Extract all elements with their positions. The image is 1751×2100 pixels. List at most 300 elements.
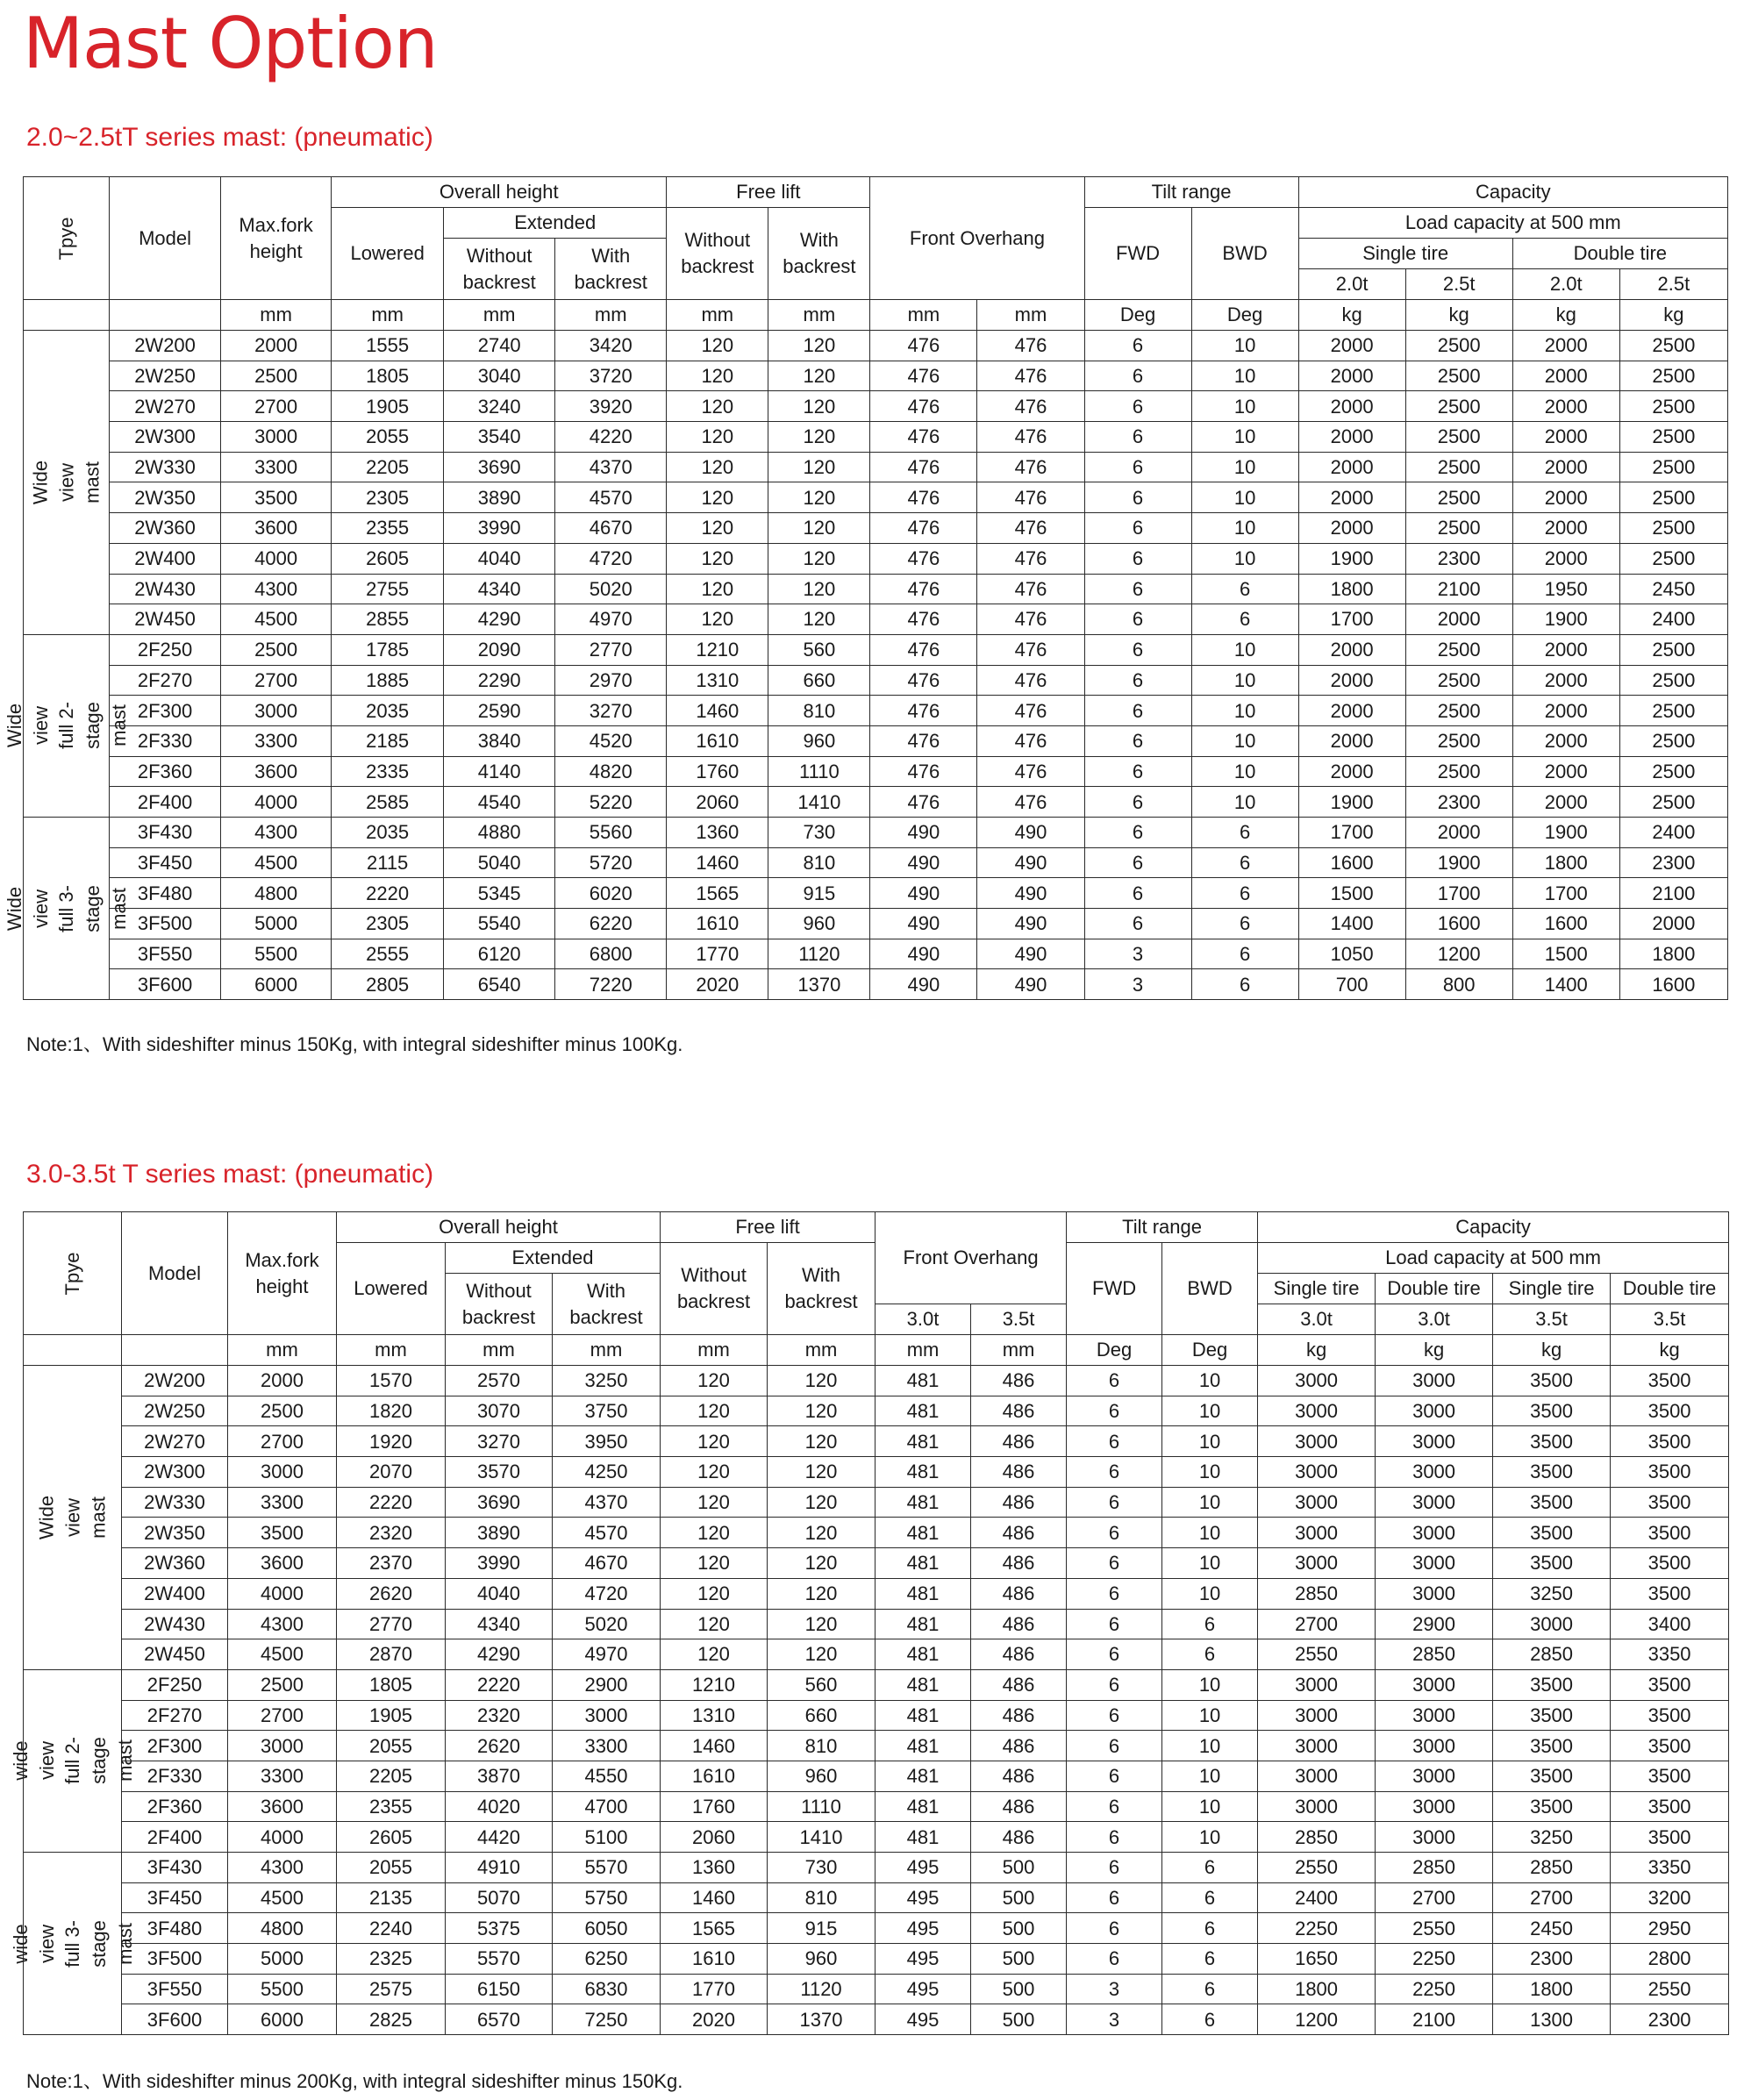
table-cell: 3500 <box>1493 1669 1611 1700</box>
table-cell: 476 <box>977 513 1084 544</box>
table-cell: 4040 <box>444 543 555 574</box>
table-cell: 2700 <box>228 1700 337 1731</box>
table-cell: 476 <box>977 696 1084 726</box>
table-row <box>24 1700 1729 1731</box>
table-cell: 476 <box>870 665 977 696</box>
table-cell: 10 <box>1191 391 1298 422</box>
table-cell: 500 <box>971 1853 1067 1883</box>
table-cell: 960 <box>768 725 870 756</box>
table-cell: 10 <box>1162 1396 1258 1426</box>
table-row <box>24 1791 1729 1822</box>
table-cell: 2605 <box>337 1822 446 1853</box>
table-cell: 6 <box>1162 1882 1258 1913</box>
header-free-lift-with-backrest: With backrest <box>768 208 870 300</box>
table-cell: 486 <box>971 1791 1067 1822</box>
model-cell: 2W350 <box>110 482 221 513</box>
header-type: Tpye <box>24 1212 122 1335</box>
spec-table-3t <box>9 1211 1729 2035</box>
model-cell: 2W400 <box>122 1578 228 1609</box>
table-cell: 476 <box>870 331 977 361</box>
table-cell: 2290 <box>444 665 555 696</box>
table-cell: 3000 <box>1376 1578 1493 1609</box>
table-cell: 2185 <box>332 725 444 756</box>
table-cell: 3300 <box>553 1731 661 1761</box>
table-cell: 6 <box>1067 1822 1162 1853</box>
model-cell: 3F430 <box>110 818 221 848</box>
table-cell: 5000 <box>228 1944 337 1975</box>
table-row <box>24 1487 1729 1518</box>
table-cell: 3500 <box>1493 1731 1611 1761</box>
header-load-capacity: Load capacity at 500 mm <box>1298 208 1727 239</box>
model-cell: 2W200 <box>110 331 221 361</box>
table-cell: 2500 <box>221 361 332 391</box>
table-cell: 2620 <box>337 1578 446 1609</box>
group-type-label: wide view full 3-stage mast <box>24 1853 122 2035</box>
table-cell: 2000 <box>1512 787 1619 818</box>
model-cell: 2W400 <box>110 543 221 574</box>
table-cell: 6 <box>1067 1487 1162 1518</box>
header-extended: Extended <box>446 1243 661 1274</box>
table-cell: 2000 <box>1298 513 1405 544</box>
table-row <box>24 878 1728 909</box>
header-double-tire: Double tire <box>1512 239 1727 269</box>
table-cell: 4570 <box>553 1518 661 1548</box>
table-cell: 1905 <box>332 391 444 422</box>
table-cell: 2800 <box>1611 1944 1729 1975</box>
table-cell: 6 <box>1067 1548 1162 1579</box>
header-tire-label: Double tire <box>1611 1274 1729 1304</box>
units-cell <box>24 1335 122 1366</box>
model-cell: 2F400 <box>110 787 221 818</box>
table-cell: 476 <box>977 634 1084 665</box>
table-cell: 476 <box>870 513 977 544</box>
table-cell: 120 <box>667 513 768 544</box>
table-cell: 3040 <box>444 361 555 391</box>
header-lowered: Lowered <box>332 208 444 300</box>
table-cell: 6 <box>1162 2004 1258 2035</box>
model-cell: 2W430 <box>122 1609 228 1639</box>
table-cell: 2700 <box>221 391 332 422</box>
header-tire-label: Single tire <box>1493 1274 1611 1304</box>
table-cell: 3600 <box>228 1791 337 1822</box>
table-cell: 1950 <box>1512 574 1619 604</box>
table-cell: 2220 <box>332 878 444 909</box>
model-cell: 2F250 <box>110 634 221 665</box>
table-cell: 6 <box>1084 452 1191 482</box>
table-header <box>24 1212 1729 1366</box>
table-cell: 2900 <box>1376 1609 1493 1639</box>
table-cell: 3250 <box>1493 1822 1611 1853</box>
table-cell: 2300 <box>1405 787 1512 818</box>
table-cell: 6 <box>1191 818 1298 848</box>
header-cap-sub: 3.5t <box>1493 1304 1611 1335</box>
table-cell: 1210 <box>667 634 768 665</box>
table-cell: 2500 <box>1619 482 1727 513</box>
table-cell: 6 <box>1162 1974 1258 2004</box>
table-row <box>24 1974 1729 2004</box>
table-cell: 3500 <box>1611 1457 1729 1488</box>
table-cell: 1565 <box>667 878 768 909</box>
table-cell: 486 <box>971 1609 1067 1639</box>
table-cell: 5000 <box>221 909 332 939</box>
table-cell: 2400 <box>1619 604 1727 635</box>
table-cell: 1900 <box>1512 818 1619 848</box>
table-cell: 6 <box>1191 604 1298 635</box>
table-cell: 3500 <box>1493 1791 1611 1822</box>
table-cell: 4370 <box>553 1487 661 1518</box>
table-cell: 3000 <box>1258 1366 1376 1396</box>
table-cell: 6 <box>1084 361 1191 391</box>
table-cell: 495 <box>876 1944 971 1975</box>
table-cell: 10 <box>1191 787 1298 818</box>
table-cell: 3000 <box>1258 1548 1376 1579</box>
table-cell: 2115 <box>332 847 444 878</box>
table-cell: 3000 <box>1376 1791 1493 1822</box>
table-cell: 2500 <box>1619 452 1727 482</box>
table-cell: 1760 <box>667 756 768 787</box>
table-cell: 3500 <box>221 482 332 513</box>
table-cell: 6 <box>1067 1396 1162 1426</box>
model-cell: 3F500 <box>122 1944 228 1975</box>
table-cell: 4420 <box>446 1822 553 1853</box>
table-cell: 2000 <box>1512 513 1619 544</box>
table-cell: 1310 <box>661 1700 768 1731</box>
table-cell: 3270 <box>555 696 667 726</box>
table-cell: 120 <box>661 1548 768 1579</box>
table-cell: 3000 <box>1376 1669 1493 1700</box>
header-cap-sub: 3.5t <box>1611 1304 1729 1335</box>
table-cell: 2000 <box>1512 725 1619 756</box>
table-cell: 3000 <box>1258 1518 1376 1548</box>
header-max-fork-height: Max.fork height <box>228 1212 337 1335</box>
table-cell: 6 <box>1162 1609 1258 1639</box>
table-cell: 4000 <box>228 1578 337 1609</box>
header-extended-without-backrest: Without backrest <box>444 239 555 300</box>
table-cell: 120 <box>667 331 768 361</box>
table-cell: 120 <box>768 361 870 391</box>
table-cell: 3500 <box>1493 1548 1611 1579</box>
table-cell: 2000 <box>1298 422 1405 453</box>
table-cell: 5040 <box>444 847 555 878</box>
table-cell: 120 <box>768 1578 876 1609</box>
table-cell: 2240 <box>337 1913 446 1944</box>
table-cell: 4500 <box>228 1639 337 1670</box>
table-cell: 5570 <box>446 1944 553 1975</box>
table-cell: 3500 <box>1493 1396 1611 1426</box>
table-cell: 2850 <box>1493 1639 1611 1670</box>
header-lowered: Lowered <box>337 1243 446 1335</box>
model-cell: 2F360 <box>110 756 221 787</box>
table-cell: 2355 <box>337 1791 446 1822</box>
table-cell: 10 <box>1162 1487 1258 1518</box>
table-cell: 660 <box>768 665 870 696</box>
header-overall-height: Overall height <box>337 1212 661 1243</box>
model-cell: 2W360 <box>122 1548 228 1579</box>
units-cell: mm <box>337 1335 446 1366</box>
table-cell: 486 <box>971 1487 1067 1518</box>
table-cell: 2805 <box>332 969 444 1000</box>
header-cap-sub: 2.5t <box>1405 269 1512 300</box>
header-model: Model <box>122 1212 228 1335</box>
table-cell: 476 <box>977 756 1084 787</box>
table-cell: 6 <box>1084 756 1191 787</box>
table-cell: 6250 <box>553 1944 661 1975</box>
table-cell: 2500 <box>1619 756 1727 787</box>
table-cell: 476 <box>977 543 1084 574</box>
model-cell: 2W270 <box>110 391 221 422</box>
model-cell: 2W250 <box>122 1396 228 1426</box>
model-cell: 2W350 <box>122 1518 228 1548</box>
table-cell: 495 <box>876 1853 971 1883</box>
table-row <box>24 634 1728 665</box>
table-cell: 2000 <box>1298 725 1405 756</box>
table-cell: 476 <box>870 787 977 818</box>
model-cell: 2F330 <box>122 1761 228 1791</box>
table-cell: 4520 <box>555 725 667 756</box>
table-row <box>24 909 1728 939</box>
table-cell: 2500 <box>1619 331 1727 361</box>
table-cell: 500 <box>971 1974 1067 2004</box>
table-cell: 1110 <box>768 1791 876 1822</box>
table-cell: 4290 <box>446 1639 553 1670</box>
table-cell: 2500 <box>1619 665 1727 696</box>
table-cell: 660 <box>768 1700 876 1731</box>
table-cell: 6800 <box>555 939 667 969</box>
table-cell: 120 <box>768 391 870 422</box>
table-row <box>24 1944 1729 1975</box>
table-cell: 4220 <box>555 422 667 453</box>
table-cell: 476 <box>870 696 977 726</box>
table-cell: 486 <box>971 1700 1067 1731</box>
table-cell: 6000 <box>221 969 332 1000</box>
table-cell: 1460 <box>667 696 768 726</box>
table-row <box>24 847 1728 878</box>
table-cell: 10 <box>1191 361 1298 391</box>
model-cell: 2W270 <box>122 1426 228 1457</box>
table-cell: 6 <box>1067 1669 1162 1700</box>
model-cell: 2W250 <box>110 361 221 391</box>
table-cell: 10 <box>1191 422 1298 453</box>
table-cell: 6 <box>1162 1913 1258 1944</box>
table-cell: 2300 <box>1611 2004 1729 2035</box>
table-cell: 2500 <box>1405 391 1512 422</box>
table-cell: 3500 <box>1493 1366 1611 1396</box>
table-cell: 2500 <box>1405 422 1512 453</box>
table-cell: 3000 <box>553 1700 661 1731</box>
table-cell: 5720 <box>555 847 667 878</box>
table-cell: 2500 <box>1619 696 1727 726</box>
table-cell: 2000 <box>1619 909 1727 939</box>
table-cell: 2450 <box>1493 1913 1611 1944</box>
model-cell: 2W330 <box>122 1487 228 1518</box>
table-cell: 2205 <box>337 1761 446 1791</box>
table-cell: 2500 <box>1619 725 1727 756</box>
table-cell: 4000 <box>221 787 332 818</box>
table-cell: 2500 <box>228 1396 337 1426</box>
table-cell: 1700 <box>1512 878 1619 909</box>
table-cell: 1800 <box>1619 939 1727 969</box>
table-cell: 2500 <box>1405 513 1512 544</box>
table-cell: 481 <box>876 1518 971 1548</box>
table-cell: 3300 <box>221 452 332 482</box>
table-cell: 2700 <box>1376 1882 1493 1913</box>
table-cell: 481 <box>876 1791 971 1822</box>
units-cell: Deg <box>1067 1335 1162 1366</box>
table-cell: 120 <box>667 422 768 453</box>
table-cell: 481 <box>876 1639 971 1670</box>
table-cell: 476 <box>977 331 1084 361</box>
table-cell: 481 <box>876 1578 971 1609</box>
table-cell: 120 <box>768 1396 876 1426</box>
table-row <box>24 1518 1729 1548</box>
table-cell: 3840 <box>444 725 555 756</box>
table-cell: 6020 <box>555 878 667 909</box>
table-cell: 2100 <box>1405 574 1512 604</box>
table-cell: 3720 <box>555 361 667 391</box>
table-cell: 2305 <box>332 482 444 513</box>
model-cell: 3F430 <box>122 1853 228 1883</box>
table-cell: 2555 <box>332 939 444 969</box>
table-cell: 1460 <box>661 1731 768 1761</box>
table-cell: 120 <box>768 452 870 482</box>
header-model: Model <box>110 177 221 300</box>
table-cell: 3750 <box>553 1396 661 1426</box>
table-cell: 2000 <box>1298 665 1405 696</box>
table-cell: 4670 <box>553 1548 661 1579</box>
table-cell: 4000 <box>221 543 332 574</box>
table-cell: 10 <box>1191 756 1298 787</box>
table-cell: 481 <box>876 1548 971 1579</box>
table-cell: 2850 <box>1493 1853 1611 1883</box>
header-free-lift-without-backrest: Without backrest <box>661 1243 768 1335</box>
table-row <box>24 1396 1729 1426</box>
table-cell: 2850 <box>1376 1639 1493 1670</box>
table-cell: 3500 <box>1493 1457 1611 1488</box>
table-cell: 4370 <box>555 452 667 482</box>
table-cell: 476 <box>870 604 977 635</box>
units-cell: kg <box>1298 300 1405 331</box>
table-cell: 1900 <box>1405 847 1512 878</box>
table-cell: 6 <box>1067 1882 1162 1913</box>
table-cell: 4820 <box>555 756 667 787</box>
table-cell: 2700 <box>221 665 332 696</box>
table-cell: 490 <box>870 969 977 1000</box>
table-cell: 2400 <box>1258 1882 1376 1913</box>
table-cell: 481 <box>876 1700 971 1731</box>
header-front-overhang: Front Overhang <box>876 1212 1067 1304</box>
table-cell: 3500 <box>1611 1487 1729 1518</box>
table-row <box>24 604 1728 635</box>
table-cell: 481 <box>876 1731 971 1761</box>
model-cell: 3F480 <box>110 878 221 909</box>
units-cell: mm <box>332 300 444 331</box>
table-cell: 481 <box>876 1761 971 1791</box>
table-cell: 3600 <box>221 513 332 544</box>
section-title: 2.0~2.5tT series mast: (pneumatic) <box>26 123 433 152</box>
table-cell: 3500 <box>1611 1366 1729 1396</box>
table-cell: 3500 <box>1493 1518 1611 1548</box>
table-cell: 2500 <box>1619 513 1727 544</box>
table-row <box>24 574 1728 604</box>
table-cell: 6540 <box>444 969 555 1000</box>
header-free-lift: Free lift <box>661 1212 876 1243</box>
table-cell: 3600 <box>221 756 332 787</box>
table-cell: 730 <box>768 1853 876 1883</box>
table-cell: 500 <box>971 1913 1067 1944</box>
model-cell: 3F480 <box>122 1913 228 1944</box>
table-cell: 481 <box>876 1822 971 1853</box>
model-cell: 2W300 <box>110 422 221 453</box>
table-cell: 4300 <box>221 818 332 848</box>
table-cell: 960 <box>768 1944 876 1975</box>
table-cell: 476 <box>870 482 977 513</box>
units-cell: Deg <box>1084 300 1191 331</box>
table-cell: 120 <box>667 604 768 635</box>
table-cell: 1610 <box>661 1761 768 1791</box>
table-cell: 476 <box>977 787 1084 818</box>
table-cell: 490 <box>870 878 977 909</box>
table-cell: 3540 <box>444 422 555 453</box>
table-cell: 476 <box>977 482 1084 513</box>
table-cell: 120 <box>667 391 768 422</box>
table-cell: 10 <box>1191 634 1298 665</box>
table-cell: 500 <box>971 1882 1067 1913</box>
table-cell: 3500 <box>1611 1822 1729 1853</box>
table-cell: 6 <box>1084 696 1191 726</box>
table-cell: 2000 <box>1512 361 1619 391</box>
table-cell: 481 <box>876 1457 971 1488</box>
table-cell: 120 <box>667 543 768 574</box>
table-cell: 6 <box>1084 847 1191 878</box>
table-row <box>24 696 1728 726</box>
table-cell: 6 <box>1084 513 1191 544</box>
table-cell: 490 <box>977 969 1084 1000</box>
table-cell: 810 <box>768 1731 876 1761</box>
units-cell <box>24 300 110 331</box>
table-cell: 6 <box>1067 1731 1162 1761</box>
table-cell: 1600 <box>1512 909 1619 939</box>
table-cell: 1310 <box>667 665 768 696</box>
table-cell: 3000 <box>228 1457 337 1488</box>
table-cell: 4720 <box>553 1578 661 1609</box>
table-cell: 10 <box>1162 1761 1258 1791</box>
table-cell: 2855 <box>332 604 444 635</box>
table-row <box>24 818 1728 848</box>
table-row <box>24 1913 1729 1944</box>
table-cell: 2500 <box>221 634 332 665</box>
table-cell: 2035 <box>332 818 444 848</box>
table-cell: 2000 <box>1298 331 1405 361</box>
table-cell: 6000 <box>228 2004 337 2035</box>
table-cell: 3690 <box>446 1487 553 1518</box>
table-cell: 486 <box>971 1731 1067 1761</box>
table-cell: 2000 <box>1298 756 1405 787</box>
table-cell: 2000 <box>1512 543 1619 574</box>
group-type-label: Wide view full 2- stage mast <box>24 634 110 817</box>
units-cell: mm <box>876 1335 971 1366</box>
model-cell: 2W330 <box>110 452 221 482</box>
units-cell: mm <box>667 300 768 331</box>
table-cell: 5570 <box>553 1853 661 1883</box>
table-cell: 120 <box>768 1426 876 1457</box>
table-cell: 120 <box>768 331 870 361</box>
table-cell: 476 <box>870 725 977 756</box>
table-row <box>24 1578 1729 1609</box>
table-cell: 6 <box>1191 847 1298 878</box>
table-cell: 500 <box>971 2004 1067 2035</box>
table-cell: 6 <box>1084 422 1191 453</box>
table-cell: 3990 <box>446 1548 553 1579</box>
